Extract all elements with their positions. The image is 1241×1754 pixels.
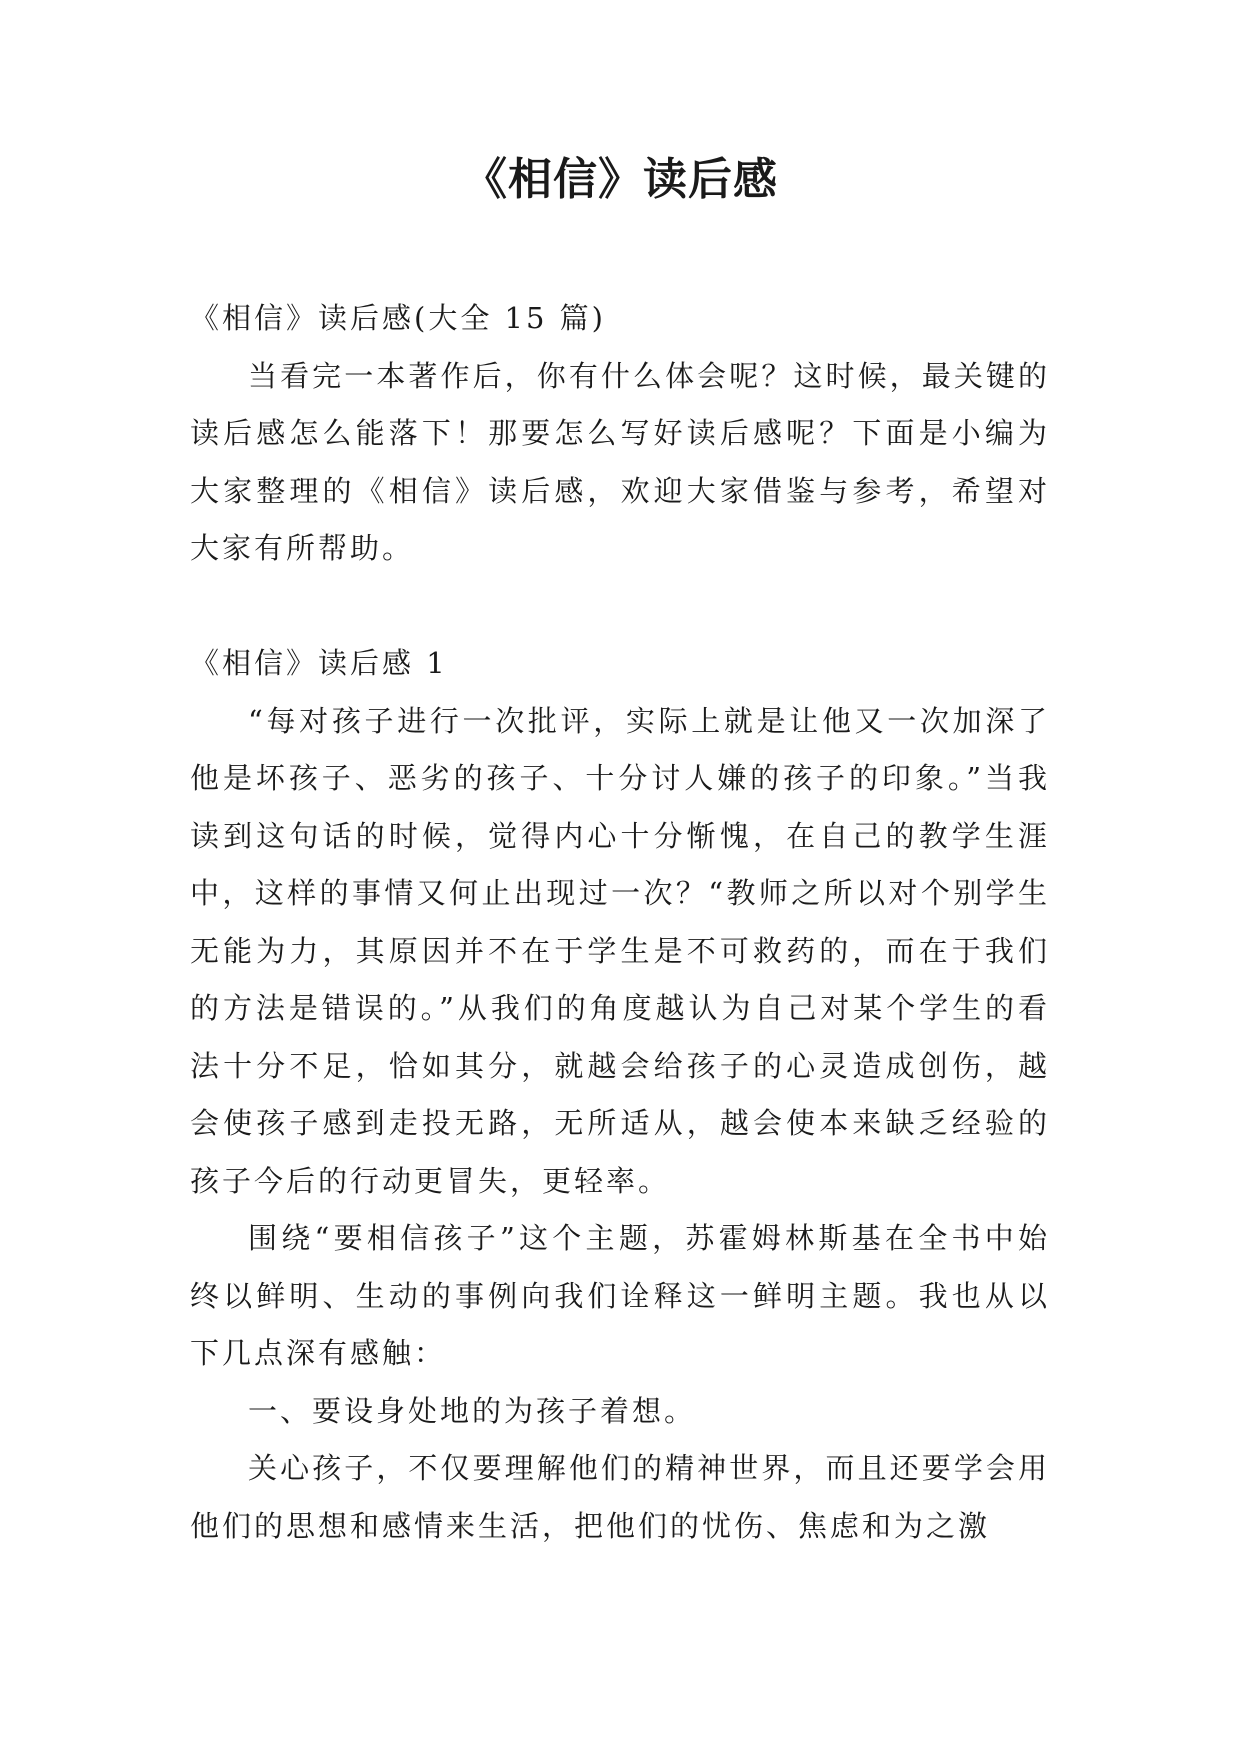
body-paragraph: 围绕“要相信孩子”这个主题，苏霍姆林斯基在全书中始终以鲜明、生动的事例向我们诠释这一鲜明主题。我也从以下几点深有感触： [190,1221,1050,1370]
body-paragraph: 关心孩子，不仅要理解他们的精神世界，而且还要学会用他们的思想和感情来生活，把他们的忧伤、焦虑和为之激 [190,1451,1050,1543]
section-heading: 《相信》读后感 1 [190,646,448,680]
document-title: 《相信》读后感 [463,154,778,205]
body-paragraph: “每对孩子进行一次批评，实际上就是让他又一次加深了他是坏孩子、恶劣的孩子、十分讨人嫌的孩子的印象。”当我读到这句话的时候，觉得内心十分惭愧，在自己的教学生涯中，这样的事情又何止出现过一次？“教师之所以对个别学生无能为力，其原因并不在于学生是不可救药的，而在于我们的方法是错误的。”从我们的角度越认为自己对某个学生的看法十分不足，恰如其分，就越会给孩子的心灵造成创伤，越会使孩子感到走投无路，无所适从，越会使本来缺乏经验的孩子今后的行动更冒失，更轻率。 [190,703,1050,1198]
intro-paragraph: 当看完一本著作后，你有什么体会呢？这时候，最关键的读后感怎么能落下！那要怎么写好读后感呢？下面是小编为大家整理的《相信》读后感，欢迎大家借鉴与参考，希望对大家有所帮助。 [190,358,1050,565]
document-body [190,290,1050,1555]
paragraph-spacer [190,578,1050,636]
list-point-heading: 一、要设身处地的为孩子着想。 [248,1393,697,1428]
document-subtitle: 《相信》读后感(大全 15 篇) [190,301,606,335]
